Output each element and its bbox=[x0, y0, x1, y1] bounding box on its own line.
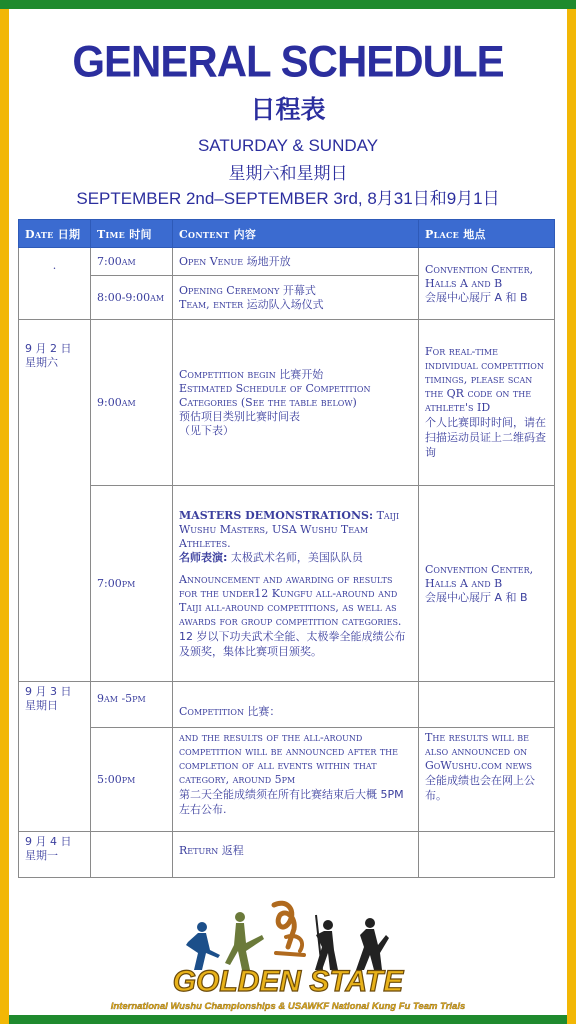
place-line: Convention Center, bbox=[425, 562, 534, 576]
schedule-table bbox=[18, 219, 555, 878]
golden-state-logo bbox=[90, 895, 486, 1015]
place-note: For real-time individual competition timings, please scan the QR code on the athlete's ID bbox=[425, 345, 544, 414]
time-cell: 9:00am bbox=[91, 320, 173, 486]
place-line: Halls A and B bbox=[425, 276, 503, 290]
place-line-cn: 会展中心展厅 A 和 B bbox=[425, 290, 528, 304]
results-note-cn: 全能成绩也会在网上公布。 bbox=[425, 774, 535, 802]
masters-demo-text-cn: 太极武术名师，美国队队员 bbox=[230, 550, 363, 564]
masters-demo-heading-cn: 名师表演: bbox=[179, 550, 228, 564]
logo-tagline: International Wushu Championships & USAWKF National Kung Fu Team Trials bbox=[110, 1001, 466, 1012]
column-header-time: Time 时间 bbox=[91, 220, 173, 248]
content-line: Categories (See the table below) bbox=[179, 395, 357, 409]
table-row bbox=[19, 320, 555, 486]
frame-corner bbox=[0, 0, 9, 9]
time-cell: 9am -5pm bbox=[91, 682, 173, 728]
content-cell: Competition 比赛： bbox=[173, 682, 419, 728]
column-header-date: Date 日期 bbox=[19, 220, 91, 248]
place-cell bbox=[419, 486, 555, 682]
content-cell bbox=[173, 728, 419, 832]
table-row bbox=[19, 248, 555, 276]
content-cell: Open Venue 场地开放 bbox=[173, 248, 419, 276]
page-title-cn: 日程表 bbox=[250, 95, 326, 124]
place-note-cn: 个人比赛即时时间，请在扫描运动员证上二维码查询 bbox=[425, 416, 546, 459]
weekday-line: 星期六 bbox=[25, 356, 58, 369]
awards-text-cn: 12 岁以下功夫武术全能、太极拳全能成绩公布及颁奖，集体比赛项目颁奖。 bbox=[179, 629, 406, 658]
time-cell: 7:00pm bbox=[91, 486, 173, 682]
masters-demo-line-cn bbox=[179, 551, 412, 565]
table-row bbox=[19, 832, 555, 878]
place-line: Halls A and B bbox=[425, 576, 503, 590]
content-line-cn: （见下表） bbox=[179, 423, 234, 437]
column-header-content: Content 内容 bbox=[173, 220, 419, 248]
content-cell bbox=[173, 486, 419, 682]
logo-wordmark: GOLDEN STATE bbox=[172, 965, 404, 998]
frame-corner bbox=[567, 0, 576, 9]
date-cell bbox=[19, 682, 91, 832]
date-line: 9 月 2 日 bbox=[25, 342, 72, 355]
date-cell bbox=[19, 832, 91, 878]
weekday-line: 星期一 bbox=[25, 849, 58, 862]
time-cell: 8:00-9:00am bbox=[91, 276, 173, 320]
allaround-text-cn: 第二天全能成绩须在所有比赛结束后大概 5PM 左右公布. bbox=[179, 788, 404, 816]
content-line: Estimated Schedule of Competition bbox=[179, 381, 371, 395]
table-row bbox=[19, 728, 555, 832]
content-cell bbox=[173, 320, 419, 486]
content-cell: Return 返程 bbox=[173, 832, 419, 878]
dates-label: SEPTEMBER 2nd–SEPTEMBER 3rd, 8月31日和9月1日 bbox=[76, 189, 500, 208]
page-title: GENERAL SCHEDULE bbox=[72, 36, 504, 87]
frame-top-border bbox=[0, 0, 576, 9]
content-line: Opening Ceremony 开幕式 bbox=[179, 283, 316, 297]
content-cell bbox=[173, 276, 419, 320]
frame-bottom-border bbox=[0, 1015, 576, 1024]
date-line: 9 月 4 日 bbox=[25, 835, 72, 848]
place-cell bbox=[419, 728, 555, 832]
place-cell bbox=[419, 682, 555, 728]
days-label-cn: 星期六和星期日 bbox=[228, 164, 348, 184]
results-note: The results will be also announced on GoWushu.com news bbox=[425, 731, 533, 772]
masters-demo-heading: MASTERS DEMONSTRATIONS: bbox=[179, 508, 374, 522]
days-label: SATURDAY & SUNDAY bbox=[197, 136, 379, 155]
date-cell: · bbox=[19, 248, 91, 320]
time-cell: 7:00am bbox=[91, 248, 173, 276]
calligraphy-emblem-icon bbox=[274, 903, 304, 955]
content-line-cn: 预估项目类别比赛时间表 bbox=[179, 409, 300, 423]
time-cell: 5:00pm bbox=[91, 728, 173, 832]
place-cell bbox=[419, 248, 555, 320]
column-header-place: Place 地点 bbox=[419, 220, 555, 248]
place-line: Convention Center, bbox=[425, 262, 534, 276]
awards-text: Announcement and awarding of results for the under12 Kungfu all-around and Taiji all-around competitions, as well as awards for group competition categories. bbox=[179, 572, 402, 628]
table-header-row bbox=[19, 220, 555, 248]
place-cell bbox=[419, 832, 555, 878]
weekday-line: 星期日 bbox=[25, 699, 58, 712]
masters-demo-line bbox=[179, 509, 412, 551]
masters-demo-text: Taiji Wushu Masters, USA Wushu Team Athletes. bbox=[179, 508, 400, 550]
time-cell bbox=[91, 832, 173, 878]
content-line: Competition begin 比赛开始 bbox=[179, 367, 324, 381]
allaround-text: and the results of the all-around competition will be announced after the completion of all events within that category, around 5pm bbox=[179, 731, 398, 786]
table-row bbox=[19, 682, 555, 728]
date-line: 9 月 3 日 bbox=[25, 685, 72, 698]
table-row bbox=[19, 486, 555, 682]
content-line: Team, enter 运动队入场仪式 bbox=[179, 297, 324, 311]
date-cell bbox=[19, 320, 91, 682]
place-cell bbox=[419, 320, 555, 486]
place-line-cn: 会展中心展厅 A 和 B bbox=[425, 590, 528, 604]
